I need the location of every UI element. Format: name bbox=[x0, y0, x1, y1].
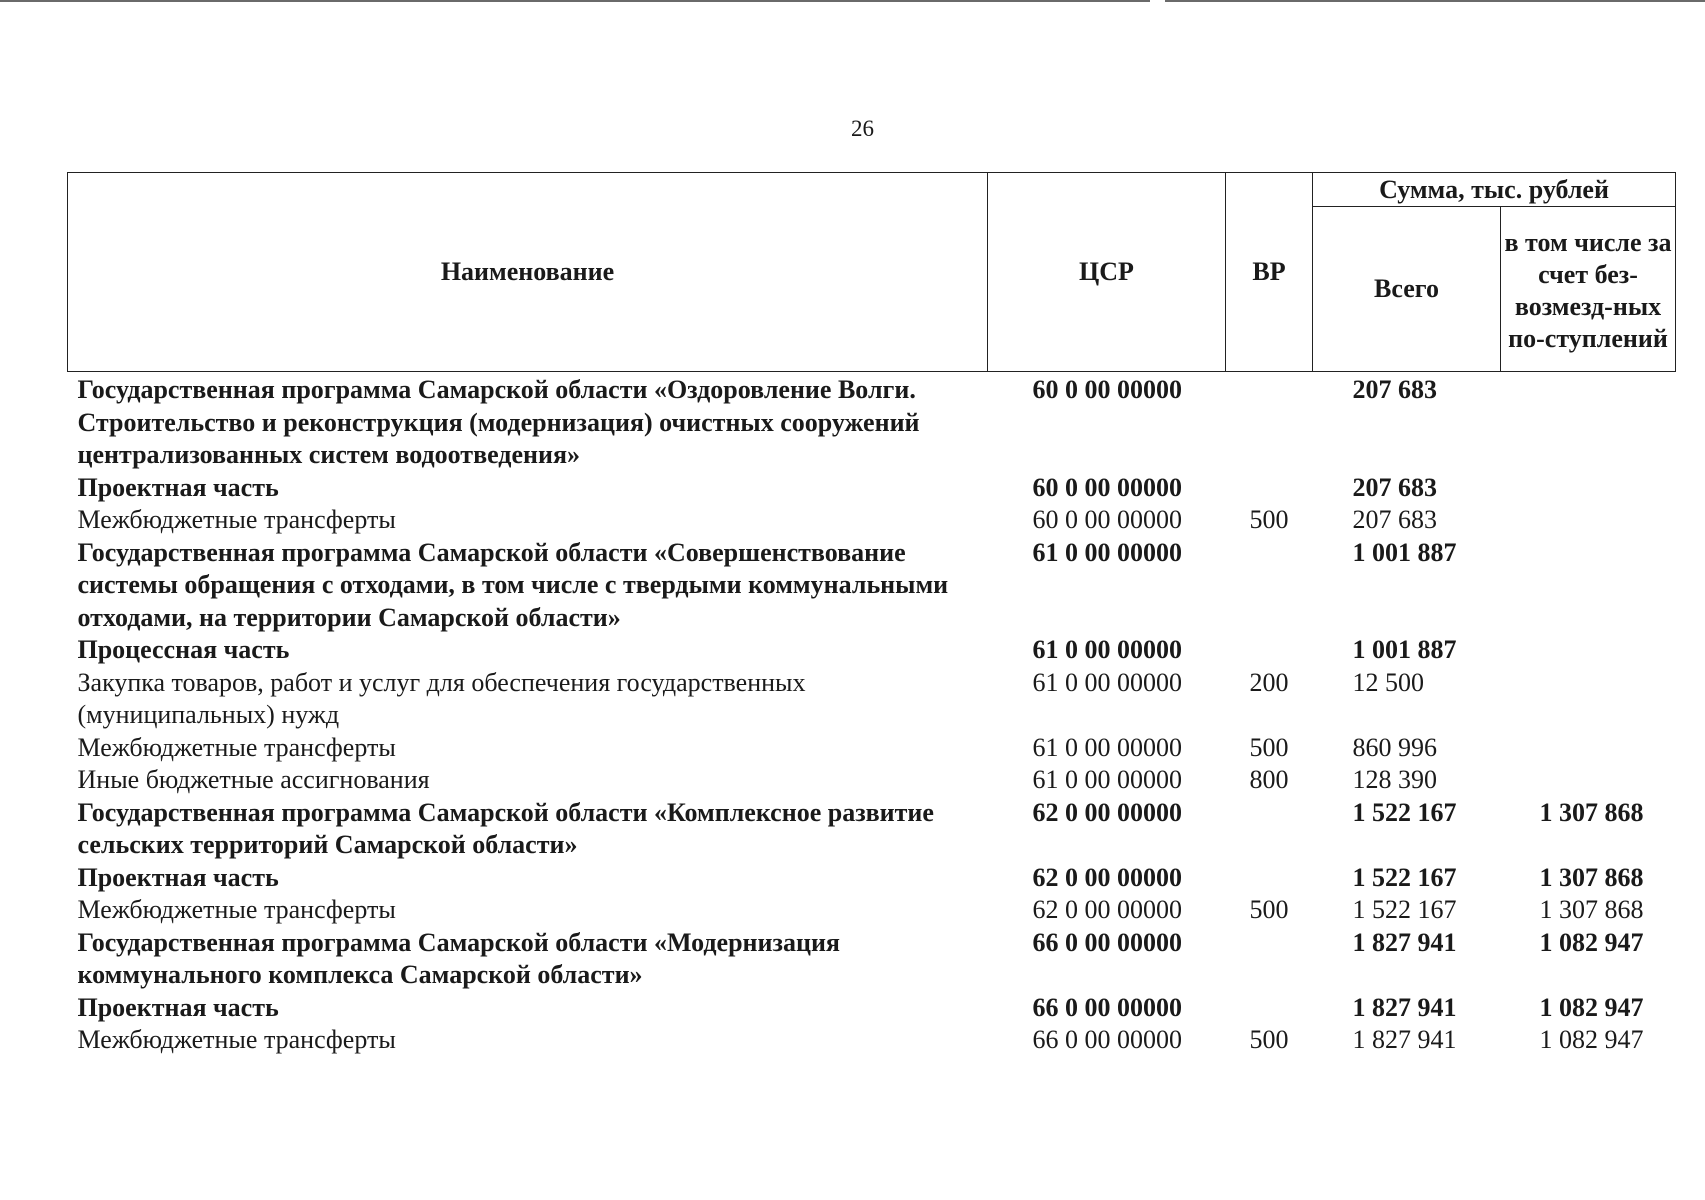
row-total: 1 827 941 bbox=[1352, 927, 1457, 957]
row-vr: 500 bbox=[1249, 1025, 1289, 1054]
row-name: Иные бюджетные ассигнования bbox=[77, 765, 430, 794]
row-name: Межбюджетные трансферты bbox=[77, 732, 396, 762]
row-name: Проектная часть bbox=[77, 472, 279, 502]
row-total: 1 827 941 bbox=[1352, 992, 1457, 1022]
row-name: Закупка товаров, работ и услуг для обеспечения государственных (муниципальных) нужд bbox=[77, 667, 806, 729]
row-total: 207 683 bbox=[1352, 472, 1437, 502]
row-total: 1 522 167 bbox=[1352, 895, 1457, 924]
row-vr: 500 bbox=[1249, 895, 1289, 924]
row-vr: 200 bbox=[1249, 667, 1289, 697]
row-name: Государственная программа Самарской области «Комплексное развитие сельских территорий Самарской области» bbox=[77, 797, 934, 859]
row-vr bbox=[1226, 927, 1313, 992]
row-total: 1 001 887 bbox=[1352, 537, 1457, 567]
row-free: 1 307 868 bbox=[1539, 895, 1644, 924]
row-csr: 61 0 00 00000 bbox=[1032, 537, 1182, 567]
row-free bbox=[1501, 634, 1676, 667]
row-csr: 61 0 00 00000 bbox=[1032, 667, 1182, 697]
table-row bbox=[68, 1024, 1676, 1057]
row-csr: 62 0 00 00000 bbox=[1032, 797, 1182, 827]
row-vr bbox=[1226, 372, 1313, 472]
row-name: Межбюджетные трансферты bbox=[77, 505, 396, 534]
row-free bbox=[1501, 472, 1676, 505]
row-free: 1 082 947 bbox=[1539, 927, 1644, 957]
row-csr: 60 0 00 00000 bbox=[1032, 472, 1182, 502]
table-row bbox=[68, 732, 1676, 765]
row-vr bbox=[1226, 797, 1313, 862]
table-row bbox=[68, 797, 1676, 862]
scan-edge-line bbox=[1165, 0, 1705, 2]
row-csr: 60 0 00 00000 bbox=[1032, 375, 1182, 404]
row-vr: 500 bbox=[1249, 505, 1289, 534]
row-free bbox=[1501, 537, 1676, 635]
row-free bbox=[1501, 372, 1676, 472]
row-vr bbox=[1226, 992, 1313, 1025]
header-free: в том числе за счет без-возмезд-ных по-ступлений bbox=[1501, 207, 1676, 372]
row-vr bbox=[1226, 472, 1313, 505]
row-csr: 61 0 00 00000 bbox=[1032, 732, 1182, 762]
row-vr: 500 bbox=[1249, 732, 1289, 762]
row-total: 207 683 bbox=[1352, 505, 1437, 534]
row-total: 128 390 bbox=[1352, 765, 1437, 794]
table-row bbox=[68, 894, 1676, 927]
table-row bbox=[68, 472, 1676, 505]
row-csr: 61 0 00 00000 bbox=[1032, 635, 1182, 664]
row-free: 1 307 868 bbox=[1539, 797, 1644, 827]
table-body bbox=[68, 372, 1676, 1057]
header-sum: Сумма, тыс. рублей bbox=[1313, 173, 1676, 207]
table-row bbox=[68, 927, 1676, 992]
table-row bbox=[68, 372, 1676, 472]
row-vr bbox=[1226, 634, 1313, 667]
table-row bbox=[68, 764, 1676, 797]
row-csr: 66 0 00 00000 bbox=[1032, 1025, 1182, 1054]
row-free bbox=[1501, 504, 1676, 537]
row-free bbox=[1501, 732, 1676, 765]
row-name: Проектная часть bbox=[77, 992, 279, 1022]
header-csr: ЦСР bbox=[988, 173, 1226, 372]
row-csr: 61 0 00 00000 bbox=[1032, 765, 1182, 794]
table-row bbox=[68, 992, 1676, 1025]
row-name: Межбюджетные трансферты bbox=[77, 1025, 396, 1054]
row-csr: 62 0 00 00000 bbox=[1032, 862, 1182, 892]
table-row bbox=[68, 634, 1676, 667]
row-free: 1 082 947 bbox=[1539, 992, 1644, 1022]
table-row bbox=[68, 504, 1676, 537]
header-total: Всего bbox=[1313, 207, 1501, 372]
row-total: 207 683 bbox=[1352, 375, 1437, 404]
row-vr bbox=[1226, 862, 1313, 895]
row-name: Проектная часть bbox=[77, 862, 279, 892]
row-csr: 62 0 00 00000 bbox=[1032, 895, 1182, 924]
row-free: 1 082 947 bbox=[1539, 1025, 1644, 1054]
row-name: Межбюджетные трансферты bbox=[77, 895, 396, 924]
header-name: Наименование bbox=[68, 173, 988, 372]
row-vr bbox=[1226, 537, 1313, 635]
row-total: 860 996 bbox=[1352, 732, 1437, 762]
row-free bbox=[1501, 764, 1676, 797]
header-vr: ВР bbox=[1226, 173, 1313, 372]
row-csr: 60 0 00 00000 bbox=[1032, 505, 1182, 534]
row-name: Процессная часть bbox=[77, 635, 290, 664]
row-total: 12 500 bbox=[1352, 667, 1424, 697]
row-csr: 66 0 00 00000 bbox=[1032, 992, 1182, 1022]
scan-edge-line bbox=[0, 0, 1150, 2]
row-free bbox=[1501, 667, 1676, 732]
page-number: 26 bbox=[851, 116, 874, 141]
row-free: 1 307 868 bbox=[1539, 862, 1644, 892]
row-name: Государственная программа Самарской области «Оздоровление Волги. Строительство и реконструкция (модернизация) очистных сооружений централизованных систем водоотведения» bbox=[77, 375, 920, 469]
row-total: 1 522 167 bbox=[1352, 862, 1457, 892]
row-total: 1 827 941 bbox=[1352, 1025, 1457, 1054]
budget-table bbox=[67, 172, 1676, 1057]
row-total: 1 001 887 bbox=[1352, 635, 1457, 664]
row-total: 1 522 167 bbox=[1352, 797, 1457, 827]
row-name: Государственная программа Самарской области «Модернизация коммунального комплекса Самарской области» bbox=[77, 927, 840, 989]
table-row bbox=[68, 862, 1676, 895]
table-row bbox=[68, 667, 1676, 732]
row-name: Государственная программа Самарской области «Совершенствование системы обращения с отходами, в том числе с твердыми коммунальными отходами, на территории Самарской области» bbox=[77, 537, 949, 632]
row-csr: 66 0 00 00000 bbox=[1032, 927, 1182, 957]
table-row bbox=[68, 537, 1676, 635]
table-header bbox=[68, 173, 1676, 372]
row-vr: 800 bbox=[1249, 765, 1289, 794]
